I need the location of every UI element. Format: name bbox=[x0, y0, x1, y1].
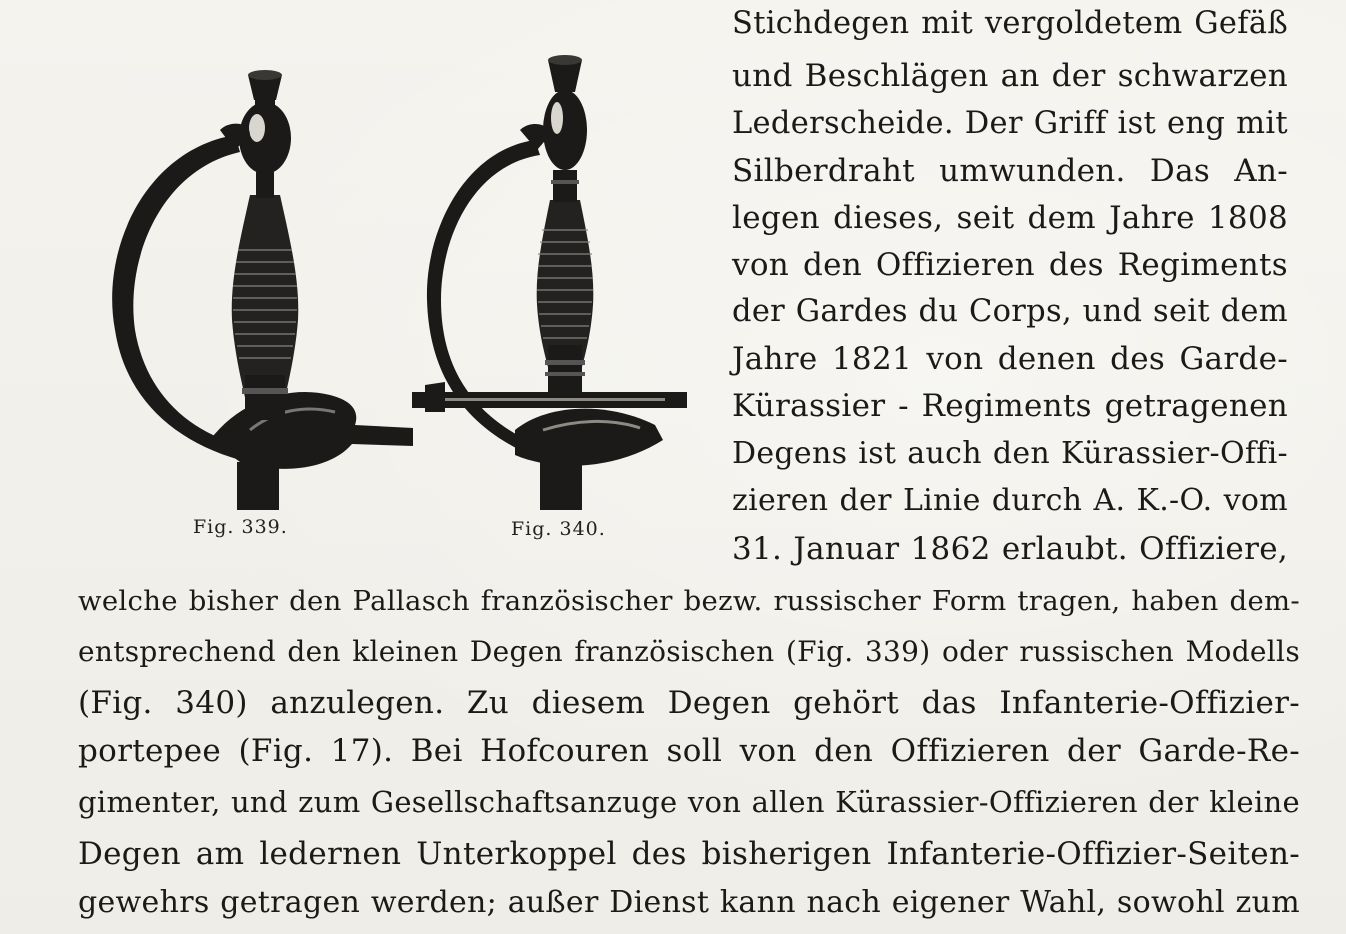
text-line: und Beschlägen an der schwarzen bbox=[732, 58, 1288, 94]
text-line: 31. Januar 1862 erlaubt. Offiziere, bbox=[732, 531, 1288, 567]
text-line: portepee (Fig. 17). Bei Hofcouren soll von den Offizieren der Garde-Re- bbox=[78, 733, 1300, 769]
text-line: Degen am ledernen Unterkoppel des bisherigen Infanterie-Offizier-Seiten- bbox=[78, 836, 1300, 872]
text-line: Kürassier - Regiments getragenen bbox=[732, 388, 1288, 424]
text-line: gewehrs getragen werden; außer Dienst kann nach eigener Wahl, sowohl zum bbox=[78, 885, 1300, 920]
figure-caption: Fig. 340. bbox=[511, 518, 606, 540]
text-line: Jahre 1821 von denen des Garde- bbox=[732, 341, 1288, 377]
text-line: der Gardes du Corps, und seit dem bbox=[732, 294, 1288, 329]
text-line: gimenter, und zum Gesellschaftsanzuge von allen Kürassier-Offizieren der kleine bbox=[78, 785, 1300, 819]
text-line: (Fig. 340) anzulegen. Zu diesem Degen gehört das Infanterie-Offizier- bbox=[78, 685, 1300, 721]
text-line: welche bisher den Pallasch französischer bezw. russischer Form tragen, haben dem- bbox=[78, 585, 1300, 617]
text-line: Degens ist auch den Kürassier-Offi- bbox=[732, 436, 1288, 471]
text-line: von den Offizieren des Regiments bbox=[732, 247, 1288, 283]
sword-hilt-illustration-fig340 bbox=[405, 0, 705, 520]
text-line: legen dieses, seit dem Jahre 1808 bbox=[732, 200, 1288, 236]
text-line: Lederscheide. Der Griff ist eng mit bbox=[732, 106, 1288, 141]
figure-caption: Fig. 339. bbox=[193, 516, 288, 538]
text-line: zieren der Linie durch A. K.-O. vom bbox=[732, 483, 1288, 518]
sword-hilt-illustration-fig339 bbox=[90, 0, 430, 520]
text-line: Silberdraht umwunden. Das An- bbox=[732, 153, 1288, 189]
text-line: Stichdegen mit vergoldetem Gefäß bbox=[732, 6, 1288, 41]
text-line: entsprechend den kleinen Degen französischen (Fig. 339) oder russischen Modells bbox=[78, 635, 1300, 668]
